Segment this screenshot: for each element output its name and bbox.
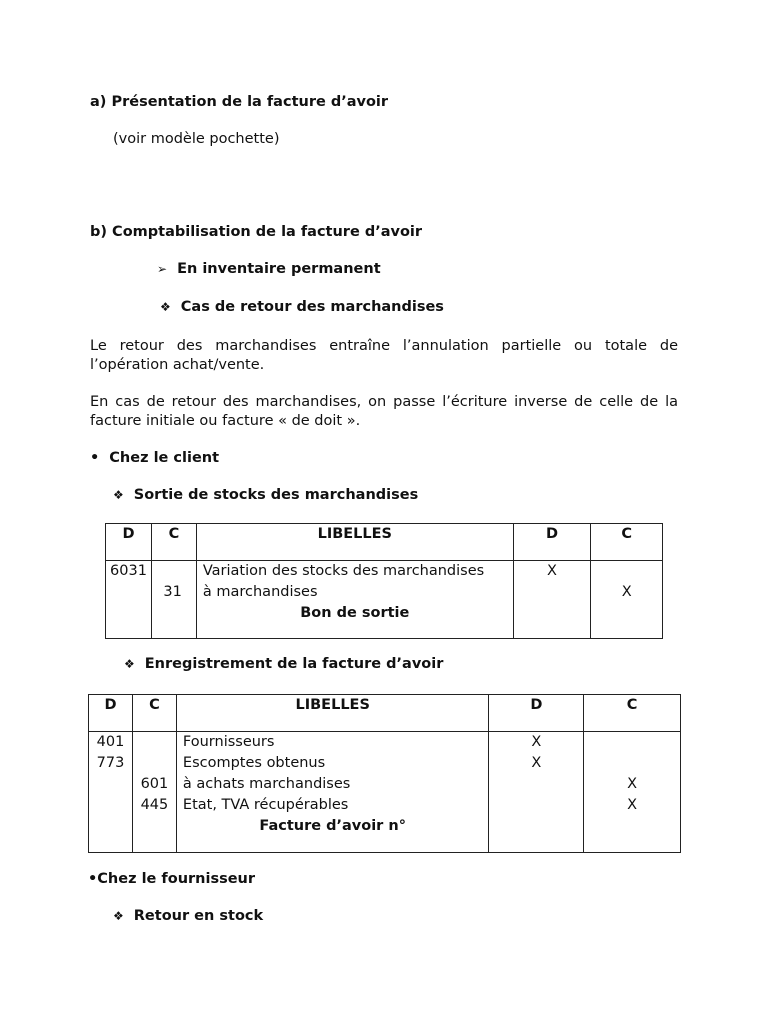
table-row bbox=[106, 561, 663, 639]
libelle-footer: Facture d’avoir n° bbox=[259, 818, 406, 834]
arrow-bullet-icon: ➢ bbox=[157, 262, 168, 276]
debit-amount-cell: X bbox=[513, 561, 591, 639]
diamond-bullet-icon: ❖ bbox=[160, 300, 171, 314]
section-b-title: b) Comptabilisation de la facture d’avoir bbox=[90, 224, 423, 240]
subheading-inventaire: ➢ En inventaire permanent bbox=[157, 261, 381, 277]
table-header-row bbox=[106, 524, 663, 561]
debit-account-cell: 6031 bbox=[106, 561, 152, 639]
subheading-sortie-stocks: ❖ Sortie de stocks des marchandises bbox=[113, 487, 419, 503]
heading-fournisseur: •Chez le fournisseur bbox=[88, 871, 256, 887]
header-libelles: LIBELLES bbox=[176, 695, 489, 732]
paragraph-retour: Le retour des marchandises entraîne l’annulation partielle ou totale de l’opération achat/vente. bbox=[90, 338, 678, 373]
header-debit-amount: D bbox=[513, 524, 591, 561]
header-debit-amount: D bbox=[489, 695, 584, 732]
credit-amount-cell: X X bbox=[584, 732, 681, 853]
credit-account-cell: 31 bbox=[151, 561, 196, 639]
ledger-table-sortie bbox=[105, 523, 663, 639]
header-credit-amount: C bbox=[584, 695, 681, 732]
libelle-footer: Bon de sortie bbox=[300, 605, 410, 621]
credit-account-cell: 601 445 bbox=[132, 732, 176, 853]
table-header-row bbox=[89, 695, 681, 732]
subheading-enregistrement: ❖ Enregistrement de la facture d’avoir bbox=[124, 656, 444, 672]
ledger-table-avoir bbox=[88, 694, 681, 853]
diamond-bullet-icon: ❖ bbox=[113, 488, 124, 502]
subheading-retour-stock: ❖ Retour en stock bbox=[113, 908, 264, 924]
header-libelles: LIBELLES bbox=[196, 524, 513, 561]
paragraph-ecriture: En cas de retour des marchandises, on passe l’écriture inverse de celle de la facture initiale ou facture « de doit ». bbox=[90, 394, 678, 429]
table-row bbox=[89, 732, 681, 853]
debit-account-cell: 401 773 bbox=[89, 732, 133, 853]
header-debit-account: D bbox=[106, 524, 152, 561]
debit-amount-cell: X X bbox=[489, 732, 584, 853]
header-debit-account: D bbox=[89, 695, 133, 732]
section-a-note: (voir modèle pochette) bbox=[113, 131, 280, 147]
libelles-cell: Variation des stocks des marchandises à marchandises Bon de sortie bbox=[196, 561, 513, 639]
subheading-retour: ❖ Cas de retour des marchandises bbox=[160, 299, 444, 315]
diamond-bullet-icon: ❖ bbox=[113, 909, 124, 923]
header-credit-account: C bbox=[132, 695, 176, 732]
bullet-icon: • bbox=[88, 871, 98, 887]
heading-client: • Chez le client bbox=[90, 450, 220, 466]
header-credit-amount: C bbox=[591, 524, 663, 561]
bullet-icon: • bbox=[90, 450, 100, 466]
libelles-cell: Fournisseurs Escomptes obtenus à achats marchandises Etat, TVA récupérables Facture d’avoir n° bbox=[176, 732, 489, 853]
section-a-title: a) Présentation de la facture d’avoir bbox=[90, 94, 389, 110]
credit-amount-cell: X bbox=[591, 561, 663, 639]
header-credit-account: C bbox=[151, 524, 196, 561]
diamond-bullet-icon: ❖ bbox=[124, 657, 135, 671]
